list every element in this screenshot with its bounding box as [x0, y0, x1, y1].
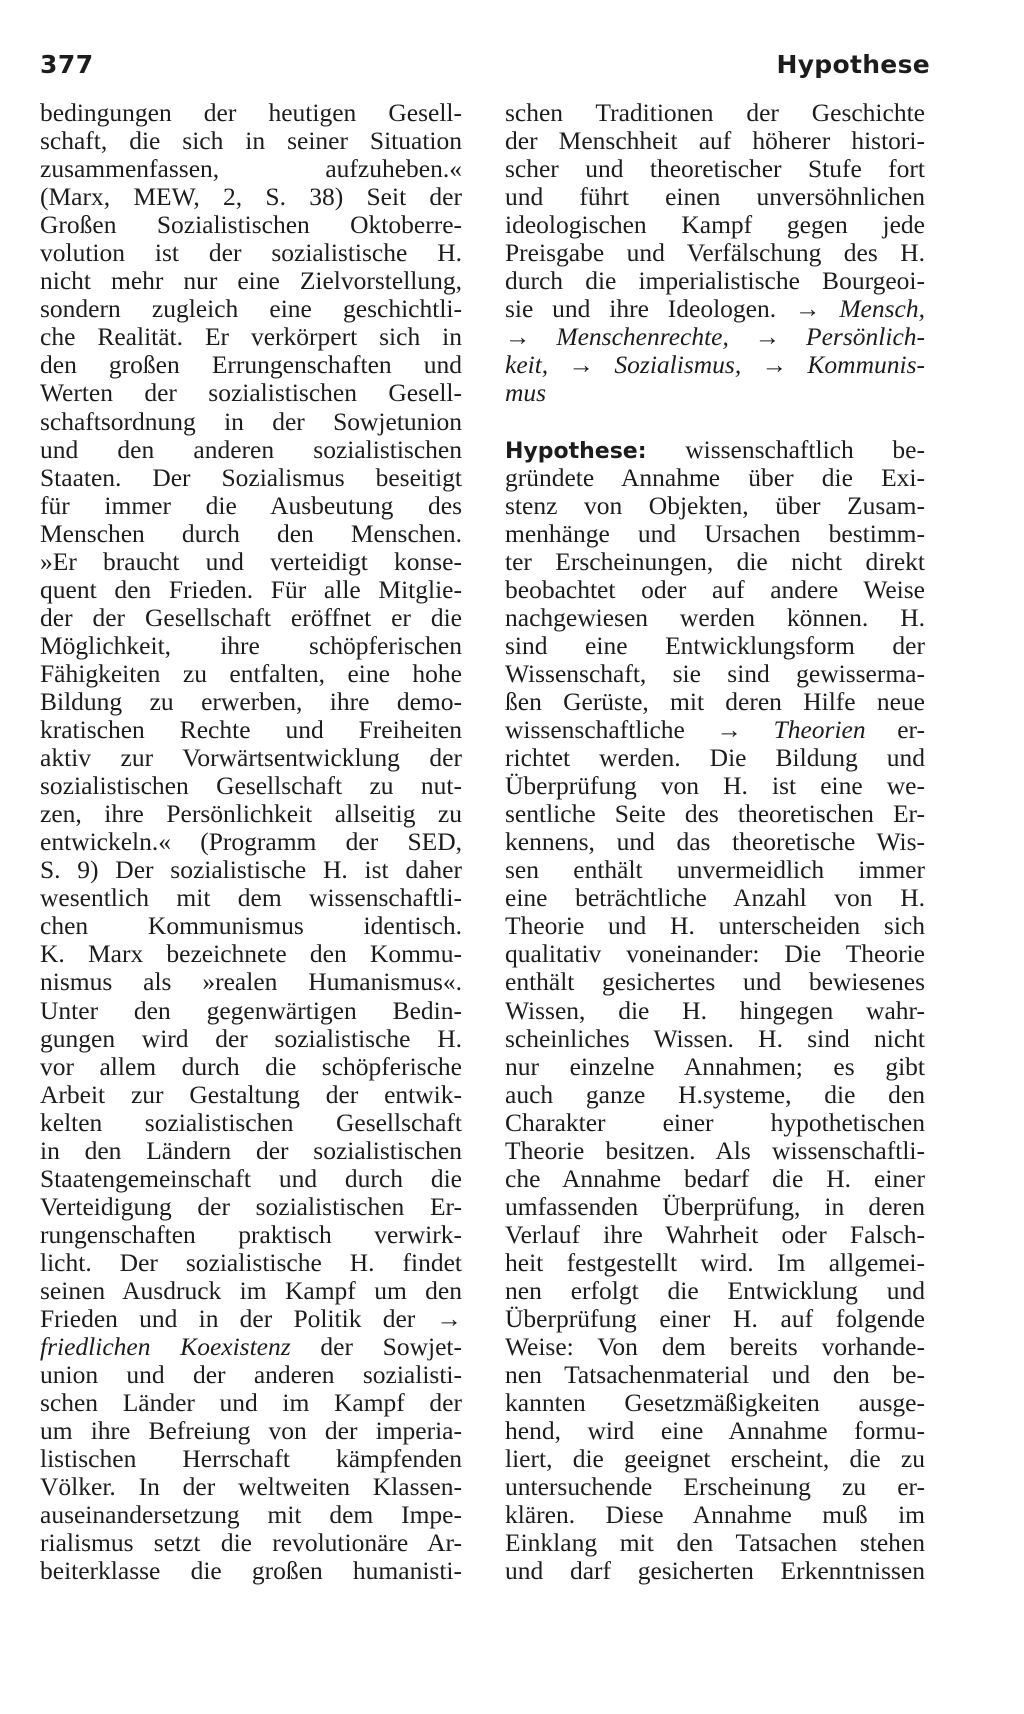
text-segment: zen, ihre Persönlichkeit allseitig zu — [40, 799, 462, 829]
text-line — [40, 968, 462, 996]
text-segment: Völker. In der weltweiten Klassen- — [40, 1472, 462, 1502]
text-line — [505, 1473, 925, 1501]
cross-reference-term: mus — [505, 378, 547, 408]
text-line — [505, 379, 925, 407]
text-line — [40, 1557, 462, 1585]
text-line — [40, 211, 462, 239]
text-line — [40, 856, 462, 884]
text-line — [505, 1277, 925, 1305]
cross-reference-term: Persönlich- — [806, 322, 926, 352]
running-head-keyword: Hypothese — [776, 50, 930, 79]
text-segment: Überprüfung einer H. auf folgende — [505, 1304, 925, 1334]
previous-entry-continuation — [505, 99, 925, 408]
text-segment: für immer die Ausbeutung des — [40, 490, 462, 520]
text-segment: beobachtet oder auf andere Weise — [505, 574, 925, 604]
text-line — [505, 912, 925, 940]
text-segment: beiterklasse die großen humanisti- — [40, 1556, 462, 1586]
text-segment: licht. Der sozialistische H. findet — [40, 1247, 462, 1277]
text-segment: nen Tatsachenmaterial und den be- — [505, 1360, 925, 1390]
text-line — [505, 1081, 925, 1109]
text-segment: sentliche Seite des theoretischen Er- — [505, 799, 925, 829]
text-line — [505, 968, 925, 996]
text-segment: nur einzelne Annahmen; es gibt — [505, 1051, 925, 1081]
text-line — [40, 1445, 462, 1473]
cross-reference-term: friedlichen Koexistenz — [40, 1332, 291, 1362]
text-segment: in den Ländern der sozialistischen — [40, 1135, 462, 1165]
text-line — [505, 744, 925, 772]
text-line — [40, 772, 462, 800]
text-line — [40, 1389, 462, 1417]
text-segment: vor allem durch die schöpferische — [40, 1051, 462, 1081]
text-segment: Menschen durch den Menschen. — [40, 518, 462, 548]
text-line — [40, 379, 462, 407]
text-segment: Werten der sozialistischen Gesell- — [40, 378, 462, 408]
text-segment: ter Erscheinungen, die nicht direkt — [505, 546, 925, 576]
text-segment: Überprüfung von H. ist eine we- — [505, 771, 925, 801]
text-segment: che Realität. Er verkörpert sich in — [40, 322, 462, 352]
text-segment: → — [548, 350, 615, 380]
entry-first-line-text: wissenschaftlich be- — [646, 434, 925, 464]
text-segment: rungenschaften praktisch verwirk- — [40, 1219, 462, 1249]
text-segment: aktiv zur Vorwärtsentwicklung der — [40, 743, 462, 773]
text-segment: schen Länder und im Kampf der — [40, 1388, 462, 1418]
text-segment: der Sowjet- — [290, 1332, 462, 1362]
text-segment: der der Gesellschaft eröffnet er die — [40, 602, 462, 632]
text-line — [505, 1501, 925, 1529]
text-segment: wissenschaftliche → — [505, 715, 774, 745]
text-segment: qualitativ voneinander: Die Theorie — [505, 939, 925, 969]
text-line — [505, 295, 925, 323]
text-line — [505, 99, 925, 127]
text-segment: Arbeit zur Gestaltung der entwik- — [40, 1079, 462, 1109]
text-segment: der Menschheit auf höherer histori- — [505, 126, 925, 156]
text-segment: Unter den gegenwärtigen Bedin- — [40, 995, 462, 1025]
text-line — [505, 1389, 925, 1417]
cross-reference-term: Menschenrechte, — [556, 322, 729, 352]
text-line — [40, 464, 462, 492]
text-line — [505, 660, 925, 688]
text-segment: den großen Errungenschaften und — [40, 350, 462, 380]
text-segment: Fähigkeiten zu entfalten, eine hohe — [40, 658, 462, 688]
text-line — [505, 632, 925, 660]
text-segment: heit festgestellt wird. Im allgemei- — [505, 1247, 925, 1277]
text-segment: Weise: Von dem bereits vorhande- — [505, 1332, 925, 1362]
text-line — [505, 1529, 925, 1557]
cross-reference-term: Theorien — [773, 715, 866, 745]
text-segment: quent den Frieden. Für alle Mitglie- — [40, 574, 462, 604]
text-segment: che Annahme bedarf die H. einer — [505, 1163, 925, 1193]
text-segment: nicht mehr nur eine Zielvorstellung, — [40, 266, 462, 296]
text-segment: und führt einen unversöhnlichen — [505, 182, 925, 212]
text-line — [505, 1025, 925, 1053]
text-line — [505, 772, 925, 800]
text-line — [505, 688, 925, 716]
text-line — [505, 492, 925, 520]
text-line — [505, 940, 925, 968]
text-segment: richtet werden. Die Bildung und — [505, 743, 925, 773]
cross-reference-term: Sozialismus, — [614, 350, 742, 380]
right-text-column — [505, 99, 925, 1585]
text-segment: gründete Annahme über die Exi- — [505, 462, 925, 492]
text-segment: sondern zugleich eine geschichtli- — [40, 294, 462, 324]
text-line — [505, 604, 925, 632]
text-line — [40, 828, 462, 856]
cross-reference-term: Kommunis- — [807, 350, 926, 380]
text-line — [40, 1221, 462, 1249]
text-segment: schaftsordnung in der Sowjetunion — [40, 406, 462, 436]
text-line — [40, 912, 462, 940]
text-line — [40, 1305, 462, 1333]
text-line — [505, 1417, 925, 1445]
text-line — [505, 1193, 925, 1221]
text-segment: (Marx, MEW, 2, S. 38) Seit der — [40, 182, 462, 212]
text-line — [40, 408, 462, 436]
text-segment: schaft, die sich in seiner Situation — [40, 126, 462, 156]
text-line — [505, 127, 925, 155]
text-line — [40, 997, 462, 1025]
text-line — [505, 1053, 925, 1081]
text-line — [40, 1361, 462, 1389]
text-line — [505, 997, 925, 1025]
text-line — [40, 267, 462, 295]
text-line — [40, 1137, 462, 1165]
text-line — [505, 1109, 925, 1137]
text-segment: sen enthält unvermeidlich immer — [505, 855, 925, 885]
text-line — [40, 99, 462, 127]
text-line — [505, 1137, 925, 1165]
text-line — [505, 239, 925, 267]
text-segment: K. Marx bezeichnete den Kommu- — [40, 939, 462, 969]
text-line — [40, 295, 462, 323]
text-segment: sie und ihre Ideologen. → — [505, 294, 840, 324]
text-line — [505, 1249, 925, 1277]
text-segment: bedingungen der heutigen Gesell- — [40, 98, 462, 127]
text-segment: S. 9) Der sozialistische H. ist daher — [40, 855, 462, 885]
text-segment: → — [505, 322, 557, 352]
entry-first-line — [505, 436, 925, 464]
text-segment: Theorie besitzen. Als wissenschaftli- — [505, 1135, 925, 1165]
text-line — [40, 351, 462, 379]
text-segment: Verteidigung der sozialistischen Er- — [40, 1191, 462, 1221]
entry-headword: Hypothese: — [505, 438, 647, 464]
text-segment: nismus als »realen Humanismus«. — [40, 967, 462, 997]
cross-reference-term: keit, — [505, 350, 549, 380]
text-line — [40, 1109, 462, 1137]
text-line — [40, 239, 462, 267]
text-segment: Möglichkeit, ihre schöpferischen — [40, 630, 462, 660]
page-number: 377 — [40, 50, 94, 79]
text-line — [40, 155, 462, 183]
text-line — [40, 183, 462, 211]
text-segment: eine beträchtliche Anzahl von H. — [505, 883, 925, 913]
text-line — [505, 800, 925, 828]
text-segment: sind eine Entwicklungsform der — [505, 630, 925, 660]
text-line — [40, 1277, 462, 1305]
text-segment: wesentlich mit dem wissenschaftli- — [40, 883, 462, 913]
text-segment: stenz von Objekten, über Zusam- — [505, 490, 925, 520]
text-segment: untersuchende Erscheinung zu er- — [505, 1472, 925, 1502]
text-segment: rialismus setzt die revolutionäre Ar- — [40, 1528, 462, 1558]
text-segment: kennens, und das theoretische Wis- — [505, 827, 925, 857]
text-line — [40, 940, 462, 968]
text-segment: Preisgabe und Verfälschung des H. — [505, 238, 925, 268]
text-segment: enthält gesichertes und bewiesenes — [505, 967, 925, 997]
text-line — [505, 576, 925, 604]
text-line — [505, 1165, 925, 1193]
text-line — [40, 1081, 462, 1109]
text-segment: klären. Diese Annahme muß im — [505, 1500, 925, 1530]
text-line — [505, 716, 925, 744]
text-line — [40, 884, 462, 912]
cross-reference-term: Mensch, — [839, 294, 925, 324]
text-segment: Theorie und H. unterscheiden sich — [505, 911, 925, 941]
text-line — [40, 576, 462, 604]
entry-separator — [505, 408, 925, 436]
text-segment: kannten Gesetzmäßigkeiten ausge- — [505, 1388, 925, 1418]
text-segment: nachgewiesen werden können. H. — [505, 602, 925, 632]
text-segment: um ihre Befreiung von der imperia- — [40, 1416, 462, 1446]
text-segment: schen Traditionen der Geschichte — [505, 98, 925, 127]
text-segment: durch die imperialistische Bourgeoi- — [505, 266, 925, 296]
text-line — [505, 351, 925, 379]
text-segment: scher und theoretischer Stufe fort — [505, 154, 925, 184]
text-line — [40, 1417, 462, 1445]
text-line — [505, 520, 925, 548]
text-segment: Staaten. Der Sozialismus beseitigt — [40, 462, 462, 492]
text-line — [40, 436, 462, 464]
text-segment: entwickeln.« (Programm der SED, — [40, 827, 462, 857]
text-line — [505, 856, 925, 884]
text-line — [40, 492, 462, 520]
text-segment: → — [741, 350, 808, 380]
text-line — [40, 520, 462, 548]
text-line — [40, 1193, 462, 1221]
text-line — [505, 267, 925, 295]
text-line — [40, 1025, 462, 1053]
text-segment: listischen Herrschaft kämpfenden — [40, 1444, 462, 1474]
text-line — [40, 1501, 462, 1529]
text-line — [40, 1473, 462, 1501]
text-line — [40, 1053, 462, 1081]
text-segment: ideologischen Kampf gegen jede — [505, 210, 925, 240]
text-line — [40, 323, 462, 351]
text-line — [40, 604, 462, 632]
text-segment: Großen Sozialistischen Oktoberre- — [40, 210, 462, 240]
text-line — [505, 884, 925, 912]
text-line — [505, 1221, 925, 1249]
text-segment: scheinliches Wissen. H. sind nicht — [505, 1023, 925, 1053]
text-line — [40, 800, 462, 828]
text-segment: Bildung zu erwerben, ihre demo- — [40, 686, 462, 716]
text-line — [505, 323, 925, 351]
text-segment: → — [728, 322, 807, 352]
text-line — [505, 1305, 925, 1333]
text-line — [40, 632, 462, 660]
text-segment: kelten sozialistischen Gesellschaft — [40, 1107, 462, 1137]
text-segment: hend, wird eine Annahme formu- — [505, 1416, 925, 1446]
text-segment: union und der anderen sozialisti- — [40, 1360, 462, 1390]
hypothese-entry-body — [505, 464, 925, 1586]
text-segment: volution ist der sozialistische H. — [40, 238, 462, 268]
text-line — [40, 716, 462, 744]
text-segment: seinen Ausdruck im Kampf um den — [40, 1275, 462, 1305]
text-line — [40, 1165, 462, 1193]
text-line — [505, 1557, 925, 1585]
left-text-column — [40, 99, 462, 1585]
text-segment: Einklang mit den Tatsachen stehen — [505, 1528, 925, 1558]
text-line — [40, 127, 462, 155]
text-segment: er- — [865, 715, 926, 745]
text-segment: chen Kommunismus identisch. — [40, 911, 462, 941]
text-segment: auch ganze H.systeme, die den — [505, 1079, 925, 1109]
text-segment: und darf gesicherten Erkenntnissen — [505, 1556, 925, 1586]
text-line — [40, 660, 462, 688]
text-line — [505, 211, 925, 239]
text-line — [505, 183, 925, 211]
text-segment: gungen wird der sozialistische H. — [40, 1023, 462, 1053]
text-segment: Frieden und in der Politik der → — [40, 1304, 462, 1334]
text-segment: liert, die geeignet erscheint, die zu — [505, 1444, 925, 1474]
text-line — [40, 1249, 462, 1277]
text-segment: »Er braucht und verteidigt konse- — [40, 546, 462, 576]
text-segment: auseinandersetzung mit dem Impe- — [40, 1500, 462, 1530]
text-segment: Wissenschaft, sie sind gewisserma- — [505, 658, 925, 688]
text-segment: Charakter einer hypothetischen — [505, 1107, 925, 1137]
text-line — [505, 464, 925, 492]
text-segment: nen erfolgt die Entwicklung und — [505, 1275, 925, 1305]
text-line — [505, 828, 925, 856]
text-segment: Staatengemeinschaft und durch die — [40, 1163, 462, 1193]
text-line — [505, 155, 925, 183]
text-line — [505, 1445, 925, 1473]
text-segment: und den anderen sozialistischen — [40, 434, 462, 464]
text-segment: Wissen, die H. hingegen wahr- — [505, 995, 925, 1025]
text-segment: umfassenden Überprüfung, in deren — [505, 1191, 925, 1221]
text-segment: Verlauf ihre Wahrheit oder Falsch- — [505, 1219, 925, 1249]
text-segment: ßen Gerüste, mit deren Hilfe neue — [505, 686, 925, 716]
text-line — [40, 688, 462, 716]
text-line — [40, 1333, 462, 1361]
text-line — [505, 548, 925, 576]
text-line — [505, 1333, 925, 1361]
text-line — [40, 548, 462, 576]
text-line — [505, 1361, 925, 1389]
text-segment: sozialistischen Gesellschaft zu nut- — [40, 771, 462, 801]
text-line — [40, 744, 462, 772]
text-segment: menhänge und Ursachen bestimm- — [505, 518, 925, 548]
text-segment: kratischen Rechte und Freiheiten — [40, 715, 462, 745]
text-line — [40, 1529, 462, 1557]
text-segment: zusammenfassen, aufzuheben.« — [40, 154, 462, 184]
